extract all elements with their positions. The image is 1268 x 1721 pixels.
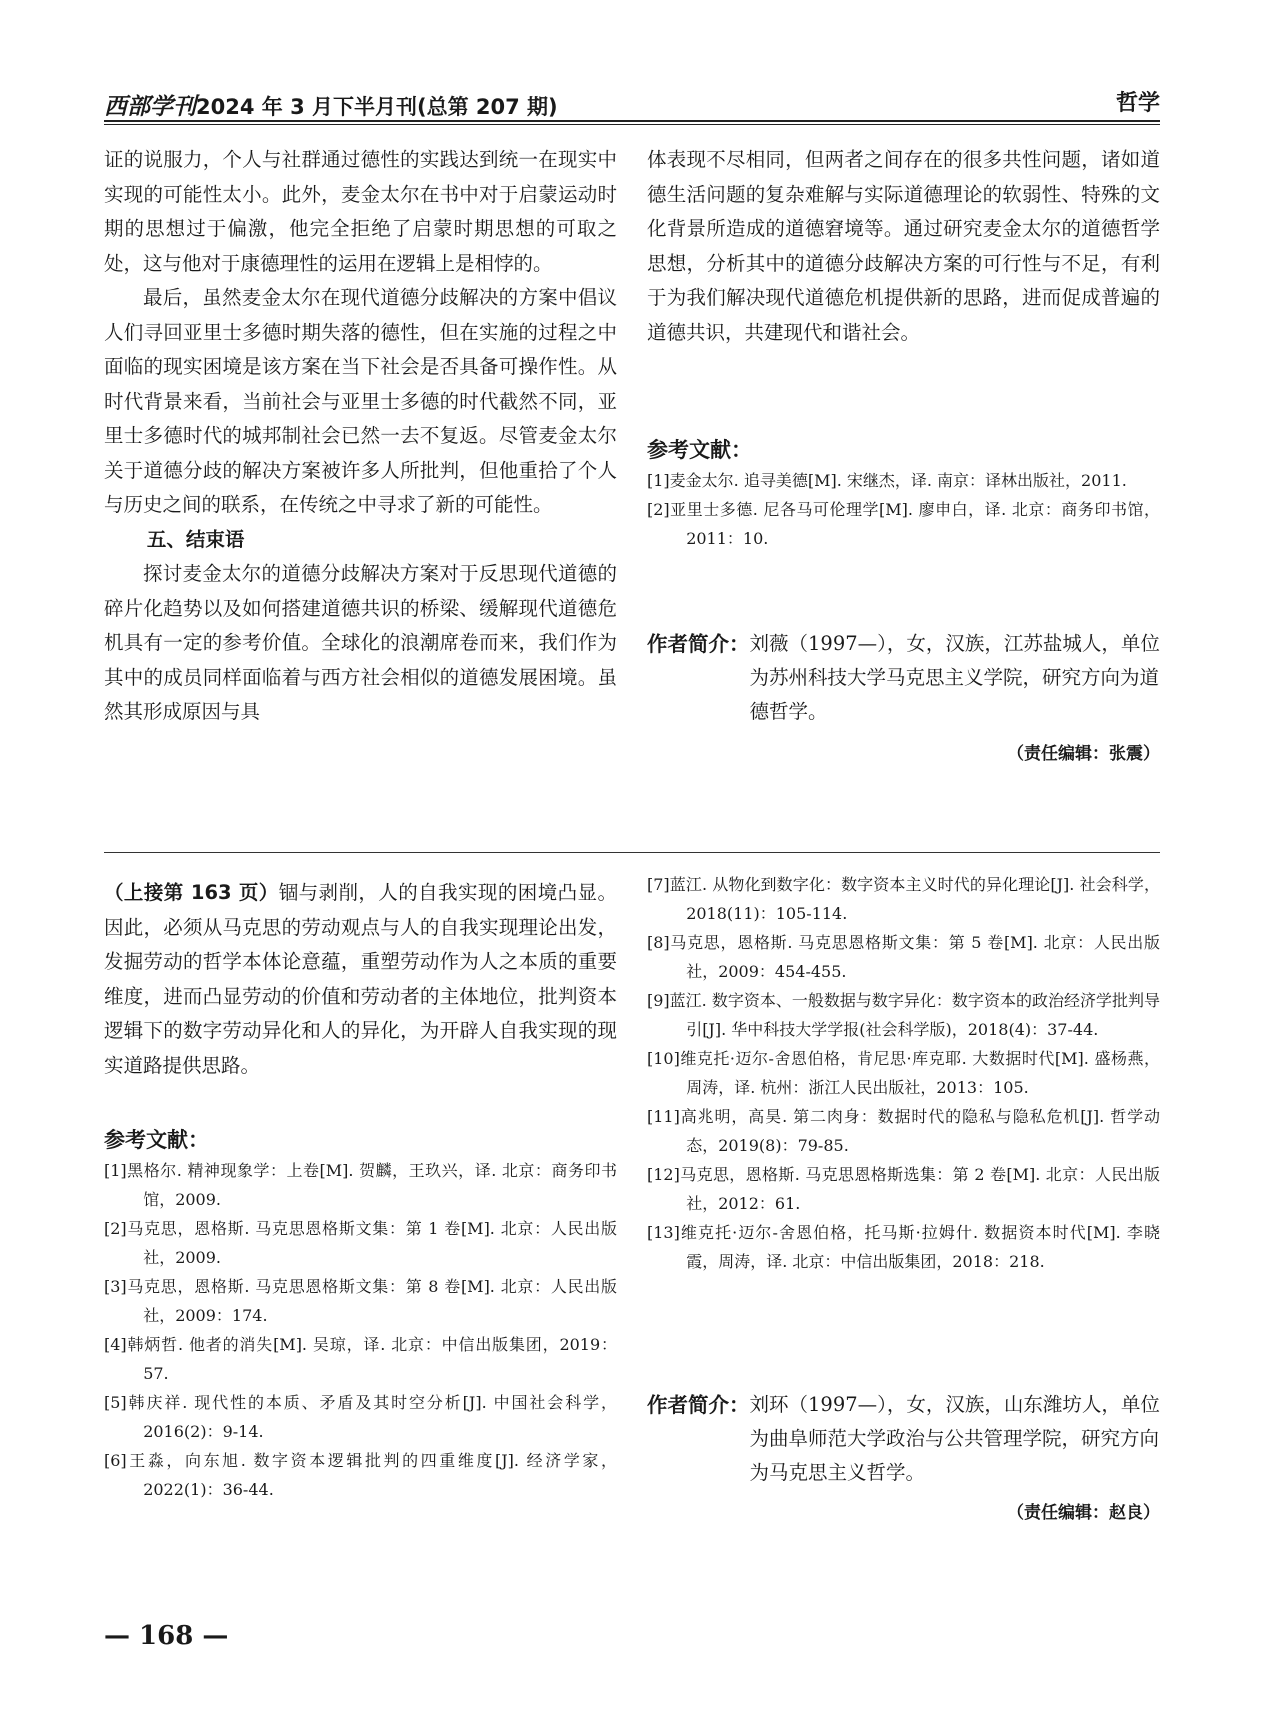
reference-item: [13]维克托·迈尔-舍恩伯格，托马斯·拉姆什. 数据资本时代[M]. 李晓霞，周涛，译. 北京：中信出版集团，2018：218. [647,1223,1160,1271]
references-title: 参考文献： [104,1128,209,1152]
references-list-right [647,870,1160,1276]
top-left-column [104,143,617,730]
author-label: 作者简介： [647,1393,750,1417]
continued-text: 锢与剥削，人的自我实现的困境凸显。因此，必须从马克思的劳动观点与人的自我实现理论出发，发掘劳动的哲学本体论意蕴，重塑劳动作为人之本质的重要维度，进而凸显劳动的价值和劳动者的主体地位，批判资本逻辑下的数字劳动异化和人的异化，为开辟人自我实现的现实道路提供思路。 [104,881,617,1077]
responsible-editor: （责任编辑：赵良） [1007,1503,1160,1523]
author-text: 刘薇（1997—），女，汉族，江苏盐城人，单位为苏州科技大学马克思主义学院，研究方向为道德哲学。 [749,632,1160,723]
reference-item: [10]维克托·迈尔-舍恩伯格，肯尼思·库克耶. 大数据时代[M]. 盛杨燕，周涛，译. 杭州：浙江人民出版社，2013：105. [647,1049,1160,1097]
bottom-left-column [104,876,617,1083]
reference-item: [5]韩庆祥. 现代性的本质、矛盾及其时空分析[J]. 中国社会科学，2016(2)：9-14. [104,1393,617,1441]
section-label: 哲学 [1115,91,1160,116]
top-right-column [647,143,1160,350]
reference-item: [2]亚里士多德. 尼各马可伦理学[M]. 廖申白，译. 北京：商务印书馆，2011：10. [647,500,1160,548]
body-paragraph [104,876,617,1083]
reference-item: [12]马克思，恩格斯. 马克思恩格斯选集：第 2 卷[M]. 北京：人民出版社，2012：61. [647,1165,1160,1213]
references-list-left [104,1156,617,1504]
reference-item: [4]韩炳哲. 他者的消失[M]. 吴琼，译. 北京：中信出版集团，2019：57. [104,1335,617,1383]
page-number: — 168 — [104,1621,229,1651]
journal-logo: 西部学刊 [104,93,196,120]
author-label: 作者简介： [647,632,750,656]
reference-item: [6]王淼，向东旭. 数字资本逻辑批判的四重维度[J]. 经济学家，2022(1)：36-44. [104,1451,617,1499]
header-rule [104,120,1160,122]
body-paragraph: 探讨麦金太尔的道德分歧解决方案对于反思现代道德的碎片化趋势以及如何搭建道德共识的桥梁、缓解现代道德危机具有一定的参考价值。全球化的浪潮席卷而来，我们作为其中的成员同样面临着与西方社会相似的道德发展困境。虽然其形成原因与具 [104,562,617,723]
header-rule-thin [104,124,1160,125]
continued-label: （上接第 163 页） [104,881,279,904]
author-bio [647,627,1160,729]
reference-item: [3]马克思，恩格斯. 马克思恩格斯文集：第 8 卷[M]. 北京：人民出版社，2009：174. [104,1277,617,1325]
author-bio [647,1388,1160,1490]
body-paragraph: 体表现不尽相同，但两者之间存在的很多共性问题，诸如道德生活问题的复杂难解与实际道德理论的软弱性、特殊的文化背景所造成的道德窘境等。通过研究麦金太尔的道德哲学思想，分析其中的道德分歧解决方案的可行性与不足，有利于为我们解决现代道德危机提供新的思路，进而促成普遍的道德共识，共建现代和谐社会。 [647,148,1160,344]
body-paragraph: 最后，虽然麦金太尔在现代道德分歧解决的方案中倡议人们寻回亚里士多德时期失落的德性，但在实施的过程之中面临的现实困境是该方案在当下社会是否具备可操作性。从时代背景来看，当前社会与亚里士多德的时代截然不同，亚里士多德时代的城邦制社会已然一去不复返。尽管麦金太尔关于道德分歧的解决方案被许多人所批判，但他重拾了个人与历史之间的联系，在传统之中寻求了新的可能性。 [104,286,617,516]
reference-item: [7]蓝江. 从物化到数字化：数字资本主义时代的异化理论[J]. 社会科学，2018(11)：105-114. [647,875,1160,923]
responsible-editor: （责任编辑：张震） [1007,744,1160,764]
reference-item: [1]麦金太尔. 追寻美德[M]. 宋继杰，译. 南京：译林出版社，2011. [647,471,1127,490]
reference-item: [11]高兆明，高昊. 第二肉身：数据时代的隐私与隐私危机[J]. 哲学动态，2019(8)：79-85. [647,1107,1160,1155]
article-divider [104,852,1160,853]
reference-item: [1]黑格尔. 精神现象学：上卷[M]. 贺麟，王玖兴，译. 北京：商务印书馆，2009. [104,1161,617,1209]
reference-item: [2]马克思，恩格斯. 马克思恩格斯文集：第 1 卷[M]. 北京：人民出版社，2009. [104,1219,617,1267]
issue-info: 2024 年 3 月下半月刊(总第 207 期) [196,95,558,119]
author-text: 刘环（1997—），女，汉族，山东潍坊人，单位为曲阜师范大学政治与公共管理学院，研究方向为马克思主义哲学。 [749,1393,1160,1484]
reference-item: [8]马克思，恩格斯. 马克思恩格斯文集：第 5 卷[M]. 北京：人民出版社，2009：454-455. [647,933,1160,981]
references-list [647,466,1160,553]
section-heading: 五、结束语 [146,527,245,551]
body-paragraph: 证的说服力，个人与社群通过德性的实践达到统一在现实中实现的可能性太小。此外，麦金太尔在书中对于启蒙运动时期的思想过于偏激，他完全拒绝了启蒙时期思想的可取之处，这与他对于康德理性的运用在逻辑上是相悖的。 [104,148,617,275]
references-title: 参考文献： [647,438,752,462]
reference-item: [9]蓝江. 数字资本、一般数据与数字异化：数字资本的政治经济学批判导引[J]. 华中科技大学学报(社会科学版)，2018(4)：37-44. [647,991,1160,1039]
running-header [104,88,558,121]
